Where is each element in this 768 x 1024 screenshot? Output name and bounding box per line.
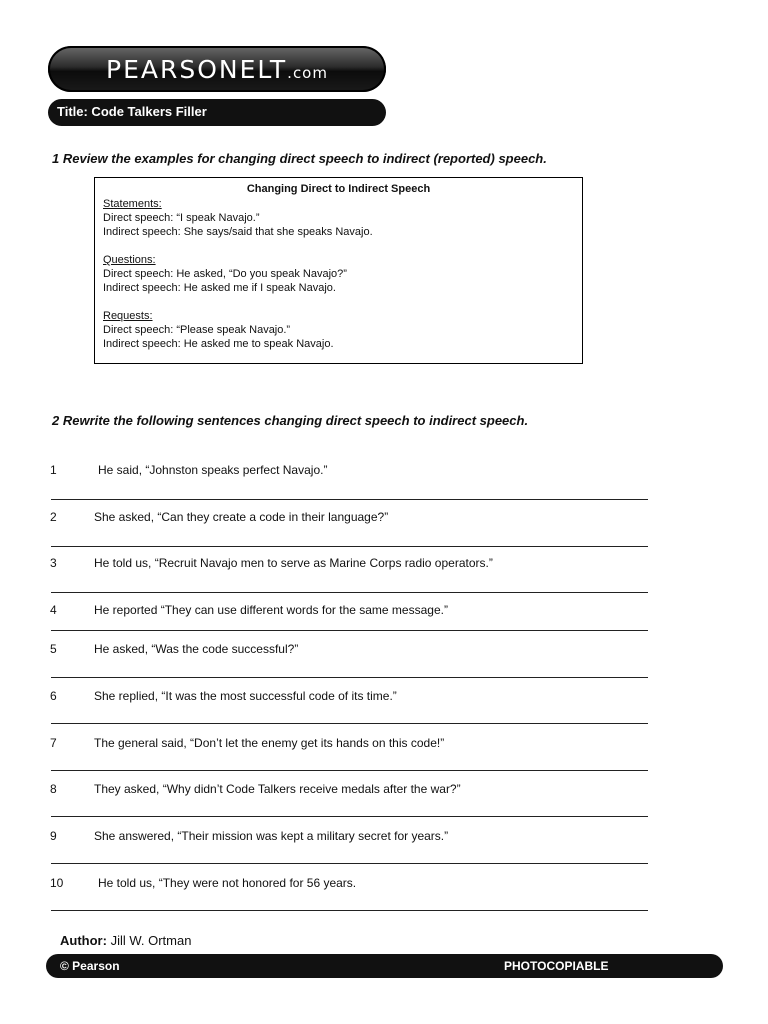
item-number: 7 <box>50 736 57 750</box>
group-label: Statements: <box>103 198 162 210</box>
logo-suffix: .com <box>287 64 328 82</box>
author-name: Jill W. Ortman <box>110 933 192 948</box>
logo-main: PEARSONELT <box>106 55 288 84</box>
item-number: 9 <box>50 829 57 843</box>
box-title: Changing Direct to Indirect Speech <box>246 183 431 195</box>
indirect-example: Indirect speech: He asked me to speak Navajo. <box>103 338 334 350</box>
photocopiable-label: PHOTOCOPIABLE <box>504 959 609 973</box>
answer-line[interactable] <box>51 770 648 771</box>
section-1-heading: 1 Review the examples for changing direct speech to indirect (reported) speech. <box>52 151 547 166</box>
item-sentence: She answered, “Their mission was kept a military secret for years.” <box>94 829 449 843</box>
item-sentence: He told us, “Recruit Navajo men to serve as Marine Corps radio operators.” <box>94 556 493 570</box>
item-number: 1 <box>50 463 57 477</box>
answer-line[interactable] <box>51 723 648 724</box>
item-sentence: He told us, “They were not honored for 56 years. <box>98 876 357 890</box>
answer-line[interactable] <box>51 863 648 864</box>
item-sentence: She replied, “It was the most successful code of its time.” <box>94 689 397 703</box>
indirect-example: Indirect speech: He asked me if I speak Navajo. <box>103 282 336 294</box>
item-number: 2 <box>50 510 57 524</box>
item-sentence: They asked, “Why didn’t Code Talkers receive medals after the war?” <box>94 782 461 796</box>
item-number: 10 <box>50 876 64 890</box>
author-credit <box>60 933 191 948</box>
item-number: 4 <box>50 603 57 617</box>
item-number: 5 <box>50 642 57 656</box>
indirect-example: Indirect speech: She says/said that she speaks Navajo. <box>103 226 373 238</box>
direct-example: Direct speech: He asked, “Do you speak Navajo?” <box>103 268 347 280</box>
item-sentence: He said, “Johnston speaks perfect Navajo.” <box>98 463 328 477</box>
group-label: Requests: <box>103 310 153 322</box>
direct-example: Direct speech: “I speak Navajo.” <box>103 212 260 224</box>
answer-line[interactable] <box>51 592 648 593</box>
example-group-questions <box>103 253 574 295</box>
item-number: 8 <box>50 782 57 796</box>
answer-line[interactable] <box>51 546 648 547</box>
section-2-heading: 2 Rewrite the following sentences changing direct speech to indirect speech. <box>52 413 529 428</box>
answer-line[interactable] <box>51 499 648 500</box>
answer-line[interactable] <box>51 816 648 817</box>
author-label: Author: <box>60 933 107 948</box>
worksheet-title: Title: Code Talkers Filler <box>57 104 207 119</box>
item-sentence: She asked, “Can they create a code in their language?” <box>94 510 389 524</box>
answer-line[interactable] <box>51 910 648 911</box>
example-group-statements <box>103 197 574 239</box>
direct-example: Direct speech: “Please speak Navajo.” <box>103 324 291 336</box>
copyright-text: © Pearson <box>60 959 120 973</box>
item-number: 3 <box>50 556 57 570</box>
logo-text <box>48 55 386 84</box>
group-label: Questions: <box>103 254 156 266</box>
title-bar <box>48 99 386 126</box>
item-number: 6 <box>50 689 57 703</box>
example-group-requests <box>103 309 574 351</box>
item-sentence: He reported “They can use different words for the same message.” <box>94 603 448 617</box>
pearson-logo <box>48 46 386 92</box>
examples-box <box>94 177 583 364</box>
answer-line[interactable] <box>51 630 648 631</box>
item-sentence: He asked, “Was the code successful?” <box>94 642 299 656</box>
answer-line[interactable] <box>51 677 648 678</box>
footer-bar <box>46 954 723 978</box>
item-sentence: The general said, “Don’t let the enemy get its hands on this code!” <box>94 736 445 750</box>
